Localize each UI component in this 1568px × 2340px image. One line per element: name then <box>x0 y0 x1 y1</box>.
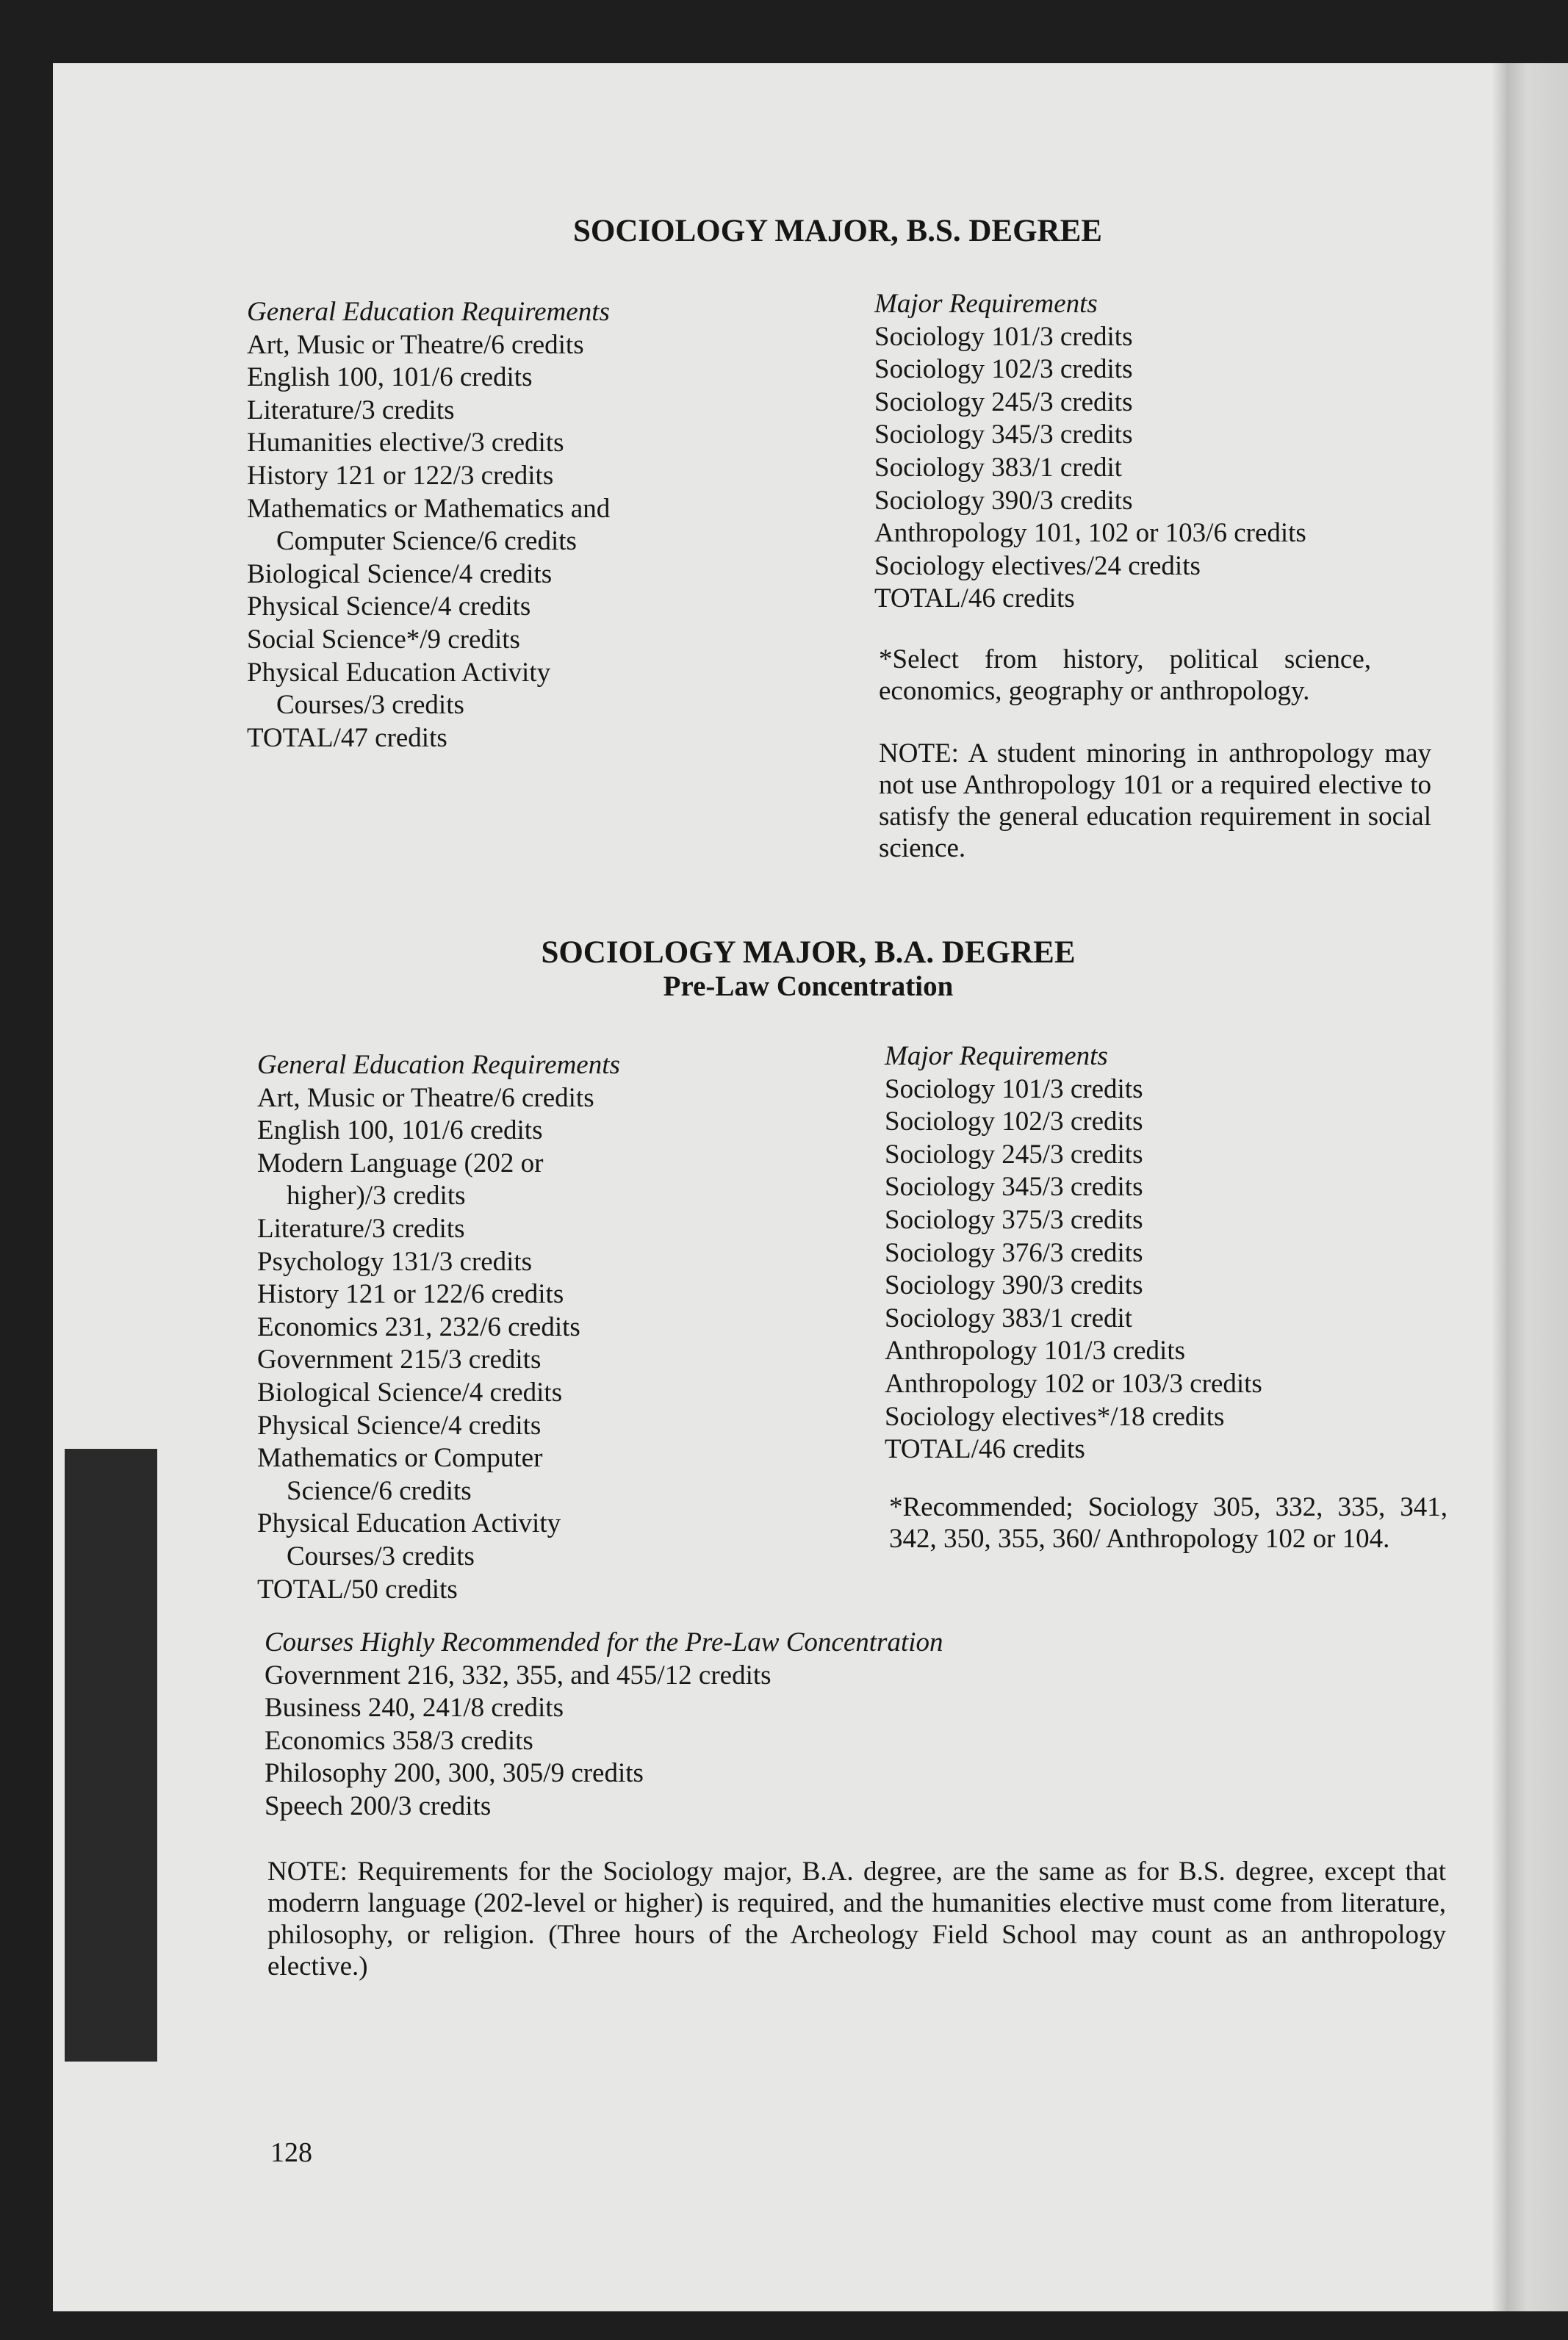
bs-gen-ed-heading: General Education Requirements <box>247 297 610 327</box>
list-item: Sociology 390/3 credits <box>874 485 1133 516</box>
list-item: Sociology electives*/18 credits <box>885 1401 1225 1432</box>
list-item: Sociology 102/3 credits <box>874 354 1133 385</box>
list-item: Sociology 102/3 credits <box>885 1106 1143 1137</box>
list-item: Anthropology 102 or 103/3 credits <box>885 1368 1262 1399</box>
ba-recommended-heading: Courses Highly Recommended for the Pre-Law Concentration <box>265 1627 943 1657</box>
list-item: Sociology 101/3 credits <box>885 1073 1143 1104</box>
thumb-index-tab <box>65 1449 157 2062</box>
list-item: Sociology 390/3 credits <box>885 1270 1143 1301</box>
ba-subtitle: Pre-Law Concentration <box>663 971 954 1002</box>
list-item: History 121 or 122/6 credits <box>257 1279 564 1310</box>
list-item: Sociology 345/3 credits <box>874 420 1133 450</box>
list-item: Sociology 345/3 credits <box>885 1172 1143 1203</box>
list-item: Sociology 376/3 credits <box>885 1237 1143 1268</box>
list-item: Mathematics or Computer <box>257 1443 543 1474</box>
list-item: Physical Education Activity <box>257 1508 561 1539</box>
list-item: Physical Science/4 credits <box>257 1410 542 1441</box>
ba-major-list <box>885 1040 1262 1466</box>
list-item: Science/6 credits <box>287 1475 472 1506</box>
list-item: Literature/3 credits <box>247 395 455 425</box>
ba-gen-ed-list <box>257 1049 620 1606</box>
list-item: Physical Science/4 credits <box>247 591 531 622</box>
list-item: Business 240, 241/8 credits <box>265 1693 564 1724</box>
list-item: Anthropology 101, 102 or 103/6 credits <box>874 518 1306 549</box>
list-item: Government 216, 332, 355, and 455/12 credits <box>265 1660 772 1691</box>
ba-note: NOTE: Requirements for the Sociology major, B.A. degree, are the same as for B.S. degree, except that moderrn language (202-level or higher) is required, and the humanities elective must come from literature, philosophy, or religion. (Three hours of the Archeology Field School may count as an anthropology elective.) <box>267 1857 1446 1981</box>
list-item: Sociology 245/3 credits <box>885 1139 1143 1170</box>
page-number: 128 <box>270 2137 312 2168</box>
page-edge <box>1505 63 1568 2311</box>
list-item: Modern Language (202 or <box>257 1148 544 1178</box>
list-item: Anthropology 101/3 credits <box>885 1336 1186 1367</box>
list-item: Biological Science/4 credits <box>257 1377 563 1408</box>
ba-footnote: *Recommended; Sociology 305, 332, 335, 341, 342, 350, 355, 360/ Anthropology 102 or 104. <box>889 1492 1447 1554</box>
list-item: Mathematics or Mathematics and <box>247 493 611 524</box>
bs-note: NOTE: A student minoring in anthropology may not use Anthropology 101 or a required elective to satisfy the general education requirement in social science. <box>879 738 1431 863</box>
list-item: Speech 200/3 credits <box>265 1790 492 1821</box>
ba-recommended-list <box>265 1627 943 1824</box>
list-item: Economics 358/3 credits <box>265 1725 533 1756</box>
bs-footnote: *Select from history, political science, economics, geography or anthropology. <box>879 644 1371 706</box>
ba-title: SOCIOLOGY MAJOR, B.A. DEGREE <box>541 935 1076 970</box>
list-item: Government 215/3 credits <box>257 1344 542 1375</box>
bs-gen-ed-list <box>247 296 610 755</box>
bs-major-heading: Major Requirements <box>874 289 1098 319</box>
list-item: Sociology 383/1 credit <box>874 452 1123 483</box>
list-item: Social Science*/9 credits <box>247 624 520 655</box>
list-item: Humanities elective/3 credits <box>247 428 564 458</box>
list-item: Courses/3 credits <box>276 690 464 721</box>
list-item: TOTAL/46 credits <box>885 1434 1085 1465</box>
list-item: Courses/3 credits <box>287 1541 475 1572</box>
list-item: Computer Science/6 credits <box>276 526 577 557</box>
list-item: Art, Music or Theatre/6 credits <box>257 1082 594 1113</box>
bs-major-list <box>874 288 1306 616</box>
list-item: Sociology electives/24 credits <box>874 550 1201 581</box>
list-item: Sociology 375/3 credits <box>885 1204 1143 1235</box>
list-item: TOTAL/50 credits <box>257 1574 458 1605</box>
list-item: TOTAL/46 credits <box>874 583 1075 614</box>
list-item: TOTAL/47 credits <box>247 722 447 753</box>
bs-title: SOCIOLOGY MAJOR, B.S. DEGREE <box>573 214 1102 248</box>
ba-major-heading: Major Requirements <box>885 1041 1108 1071</box>
list-item: Literature/3 credits <box>257 1213 465 1244</box>
list-item: English 100, 101/6 credits <box>257 1115 543 1146</box>
list-item: Physical Education Activity <box>247 657 551 688</box>
list-item: Sociology 245/3 credits <box>874 386 1133 417</box>
list-item: History 121 or 122/3 credits <box>247 460 554 491</box>
page-shadow <box>1492 63 1508 2311</box>
list-item: Psychology 131/3 credits <box>257 1246 533 1277</box>
list-item: higher)/3 credits <box>287 1181 466 1212</box>
list-item: Economics 231, 232/6 credits <box>257 1311 580 1342</box>
list-item: Sociology 101/3 credits <box>874 321 1133 352</box>
list-item: Art, Music or Theatre/6 credits <box>247 329 584 360</box>
list-item: Biological Science/4 credits <box>247 558 553 589</box>
ba-gen-ed-heading: General Education Requirements <box>257 1050 620 1080</box>
list-item: Sociology 383/1 credit <box>885 1303 1133 1333</box>
list-item: Philosophy 200, 300, 305/9 credits <box>265 1758 644 1789</box>
list-item: English 100, 101/6 credits <box>247 362 533 393</box>
